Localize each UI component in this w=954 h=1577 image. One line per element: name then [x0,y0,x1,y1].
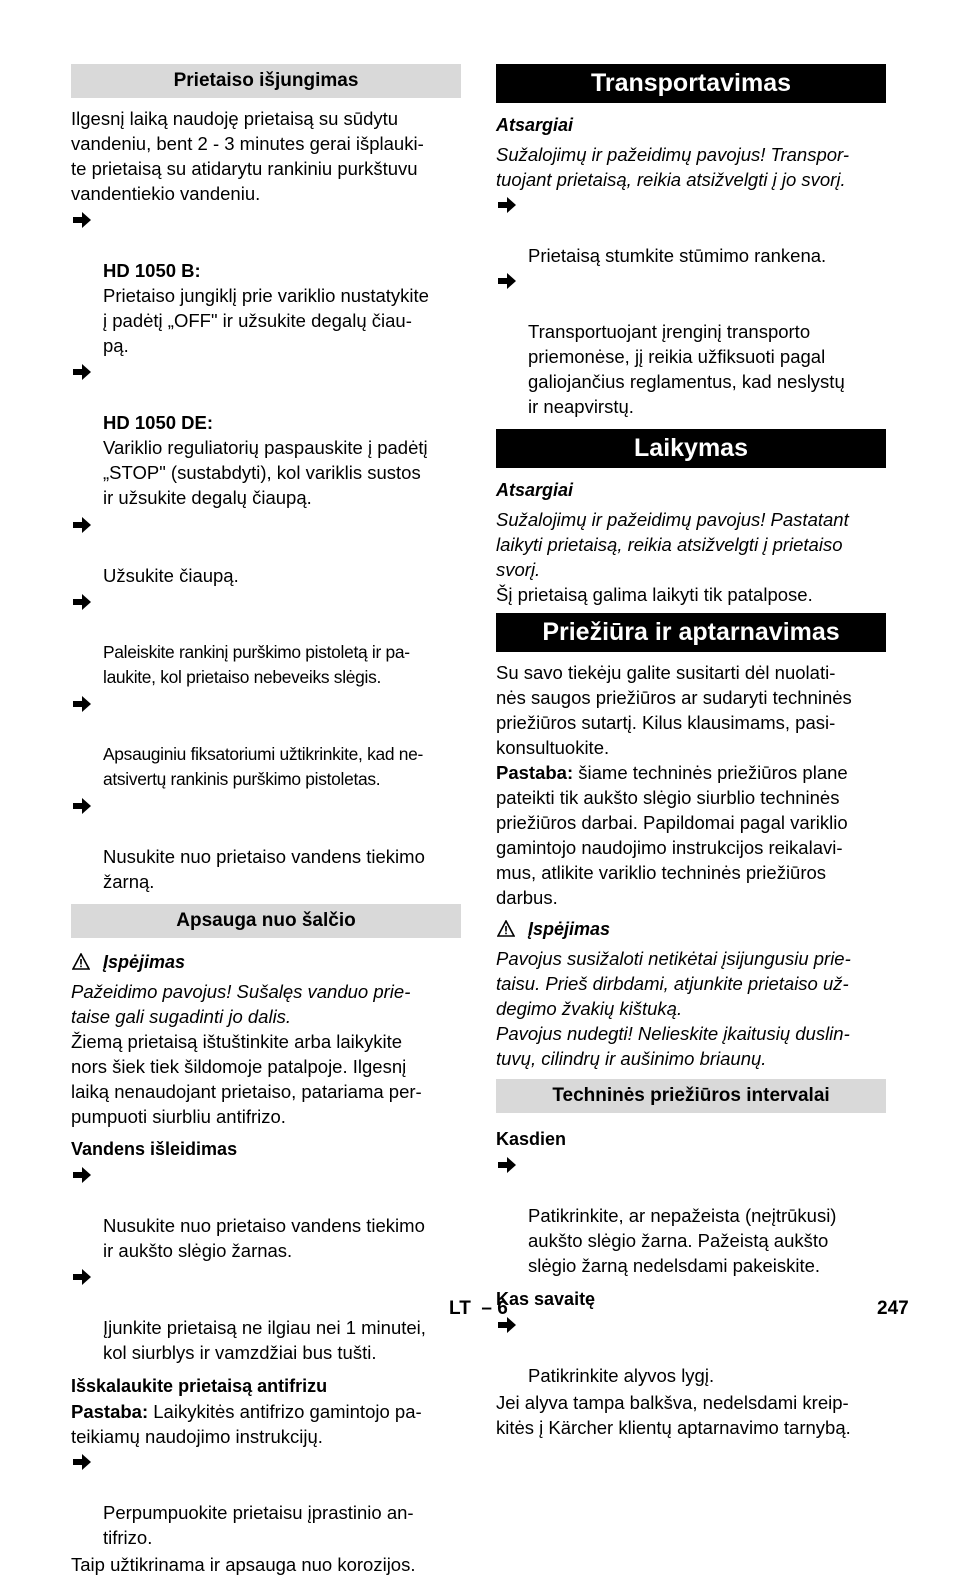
footer-page-number: 247 [877,1298,909,1319]
arrow-right-icon [73,798,91,814]
arrow-right-icon [73,212,91,228]
shutdown-intro: Ilgesnį laiką naudoję prietaisą su sūdytu vandeniu, bent 2 - 3 minutes gerai išplauki- te prietaisą su atidarytu rankiniu purkštuvu vandentiekio vandeniu. [71,108,424,204]
list-item: Paleiskite rankinį purškimo pistoletą ir pa- laukite, kol prietaiso nebeveiks slėgis. [71,590,461,690]
arrow-right-icon [73,1454,91,1470]
model-label-hd1050b: HD 1050 B: [103,260,201,281]
warning-heading: Įspėjimas [496,917,886,942]
caution-label: Atsargiai [496,115,574,135]
list-item [71,360,461,435]
warning-heading: Įspėjimas [71,950,461,975]
list-item: Užsukite čiaupą. [71,513,461,588]
right-column [496,64,886,1440]
maintenance-note: Pastaba: šiame techninės priežiūros plane pateikti tik aukšto slėgio siurblio techninės priežiūros darbai. Papildomai pagal variklio gamintojo naudojimo instrukcijos reikalavi- mus, atlikite variklio techninės priežiūros darbus. [496,762,848,908]
list-item: Prietaisą stumkite stūmimo rankena. [496,193,886,268]
arrow-right-icon [73,517,91,533]
frost-warning-text: Pažeidimo pavojus! Sušalęs vanduo prie- taise gali sugadinti jo dalis. [71,981,411,1027]
left-column [71,64,461,1577]
list-item: Transportuojant įrenginį transporto priemonėse, jį reikia užfiksuoti pagal galiojančius reglamentus, kad neslystų ir neapvirstų. [496,269,886,419]
model-label-hd1050de: HD 1050 DE: [103,412,214,433]
maintenance-warning: Pavojus susižaloti netikėtai įsijungusiu prie- taisu. Prieš dirbdami, atjunkite prietaiso už- degimo žvakių kištuką. Pavojus nudegti! Nelieskite įkaitusių duslin- tuvų, cilindrų ir aušinimo briaunų. [496,948,851,1069]
corrosion-text: Taip užtikrinama ir apsauga nuo korozijos. [71,1554,416,1575]
heading-transport: Transportavimas [496,64,886,103]
arrow-right-icon [73,1269,91,1285]
subheading-drain: Vandens išleidimas [71,1139,238,1159]
maintenance-text: Su savo tiekėju galite susitarti dėl nuolati- nės saugos priežiūros ar sudaryti techninės priežiūros sutartį. Kilus klausimams, pasi- konsultuokite. [496,662,852,758]
list-item [71,208,461,283]
storage-warning: Sužalojimų ir pažeidimų pavojus! Pastatant laikyti prietaisą, reikia atsižvelgti į prietaiso svorį. [496,509,849,580]
arrow-right-icon [498,197,516,213]
arrow-right-icon [73,364,91,380]
hd1050de-text: Variklio reguliatorių paspauskite į padėtį „STOP" (sustabdyti), kol variklis sustos ir užsukite degalų čiaupą. [103,437,428,508]
arrow-right-icon [73,1167,91,1183]
storage-text: Šį prietaisą galima laikyti tik patalpose. [496,584,813,605]
list-item: Patikrinkite alyvos lygį. [496,1313,886,1388]
arrow-right-icon [498,1157,516,1173]
list-item: Patikrinkite, ar nepažeista (neįtrūkusi) aukšto slėgio žarna. Pažeistą aukšto slėgio žarną nedelsdami pakeiskite. [496,1153,886,1278]
antifreeze-note: Pastaba: Laikykitės antifrizo gamintojo pa- teikiamų naudojimo instrukcijų. [71,1401,422,1447]
arrow-right-icon [73,696,91,712]
list-item: Įjunkite prietaisą ne ilgiau nei 1 minutei, kol siurblys ir vamzdžiai bus tušti. [71,1265,461,1365]
list-item: Nusukite nuo prietaiso vandens tiekimo ir aukšto slėgio žarnas. [71,1163,461,1263]
section-title-intervals: Techninės priežiūros intervalai [496,1079,886,1113]
subheading-weekly: Kas savaitę [496,1289,596,1309]
section-title-shutdown: Prietaiso išjungimas [71,64,461,98]
hd1050b-text: Prietaiso jungiklį prie variklio nustatykite į padėtį „OFF" ir užsukite degalų čiau- pą. [103,285,429,356]
caution-label: Atsargiai [496,480,574,500]
frost-text: Žiemą prietaisą ištuštinkite arba laikykite nors šiek tiek šildomoje patalpoje. Ilgesnį laiką nenaudojant prietaiso, patariama per- pumpuoti siurbliu antifrizo. [71,1031,422,1127]
subheading-antifreeze: Išskalaukite prietaisą antifrizu [71,1376,328,1396]
heading-storage: Laikymas [496,429,886,468]
transport-warning: Sužalojimų ir pažeidimų pavojus! Transpor- tuojant prietaisą, reikia atsižvelgti į jo svorį. [496,144,850,190]
list-item: Nusukite nuo prietaiso vandens tiekimo žarną. [71,794,461,894]
footer-language-page: LT – 6 [449,1298,508,1319]
arrow-right-icon [73,594,91,610]
list-item: Perpumpuokite prietaisu įprastinio an- tifrizo. [71,1450,461,1550]
warning-triangle-icon [72,953,90,970]
section-title-frost: Apsauga nuo šalčio [71,904,461,938]
warning-triangle-icon [497,920,515,937]
weekly-text: Jei alyva tampa balkšva, nedelsdami kreip- kitės į Kärcher klientų aptarnavimo tarnybą. [496,1392,851,1438]
subheading-daily: Kasdien [496,1129,567,1149]
heading-maintenance: Priežiūra ir aptarnavimas [496,613,886,652]
arrow-right-icon [498,273,516,289]
list-item: Apsauginiu fiksatoriumi užtikrinkite, kad ne- atsivertų rankinis purškimo pistoletas. [71,692,461,792]
